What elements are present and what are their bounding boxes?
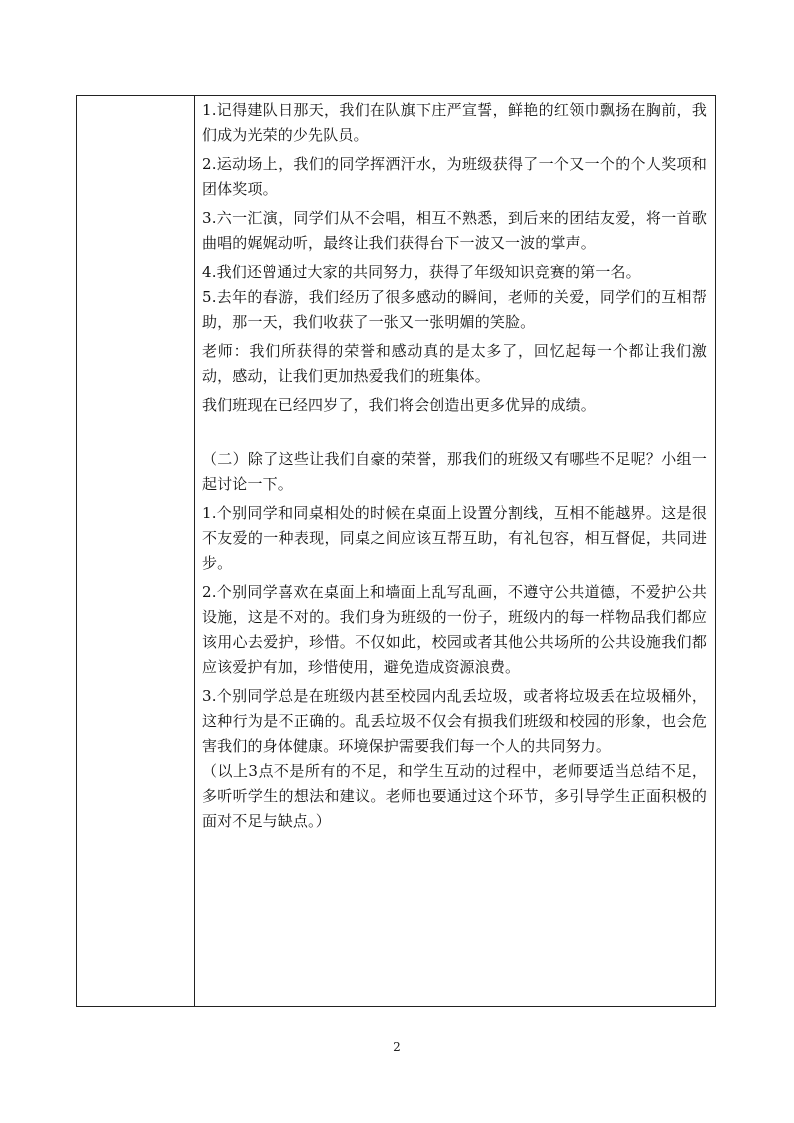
section-two-heading: （二）除了这些让我们自豪的荣誉，那我们的班级又有哪些不足呢？小组一起讨论一下。: [202, 450, 707, 493]
paragraph-honor-5: 5.去年的春游，我们经历了很多感动的瞬间，老师的关爱，同学们的互相帮助，那一天，我们收获了一张又一张明媚的笑脸。: [202, 288, 707, 331]
content-table: [76, 95, 716, 1007]
paragraph-honor-1: 1.记得建队日那天，我们在队旗下庄严宣誓，鲜艳的红领巾飘扬在胸前，我们成为光荣的少先队员。: [202, 101, 707, 144]
page-number: 2: [393, 1040, 401, 1054]
paragraph-shortcoming-2: 2.个别同学喜欢在桌面上和墙面上乱写乱画，不遵守公共道德，不爱护公共设施，这是不对的。我们身为班级的一份子，班级内的每一样物品我们都应该用心去爱护，珍惜。不仅如此，校园或者其他公共场所的公共设施我们都应该爱护有加，珍惜使用，避免造成资源浪费。: [202, 583, 707, 676]
paragraph-shortcoming-3: 3.个别同学总是在班级内甚至校园内乱丢垃圾，或者将垃圾丢在垃圾桶外，这种行为是不正确的。乱丢垃圾不仅会有损我们班级和校园的形象，也会危害我们的身体健康。环境保护需要我们每一个人的共同努力。: [202, 687, 707, 755]
paragraph-shortcoming-1: 1.个别同学和同桌相处的时候在桌面上设置分割线，互相不能越界。这是很不友爱的一种表现，同桌之间应该互帮互助，有礼包容，相互督促，共同进步。: [202, 504, 707, 572]
table-right-column: [195, 96, 715, 1006]
paragraph-class-age: 我们班现在已经四岁了，我们将会创造出更多优异的成绩。: [202, 396, 596, 414]
paragraph-honor-2: 2.运动场上，我们的同学挥洒汗水，为班级获得了一个又一个的个人奖项和团体奖项。: [202, 155, 707, 198]
table-left-column: [77, 96, 195, 1006]
paragraph-teacher-note: （以上3点不是所有的不足，和学生互动的过程中，老师要适当总结不足，多听听学生的想法和建议。老师也要通过这个环节，多引导学生正面积极的面对不足与缺点。）: [202, 762, 707, 830]
paragraph-honor-4: 4.我们还曾通过大家的共同努力，获得了年级知识竞赛的第一名。: [202, 263, 641, 281]
paragraph-teacher-remark: 老师：我们所获得的荣誉和感动真的是太多了，回忆起每一个都让我们激动，感动，让我们更加热爱我们的班集体。: [202, 342, 707, 385]
paragraph-honor-3: 3.六一汇演，同学们从不会唱，相互不熟悉，到后来的团结友爱，将一首歌曲唱的娓娓动听，最终让我们获得台下一波又一波的掌声。: [202, 209, 707, 252]
